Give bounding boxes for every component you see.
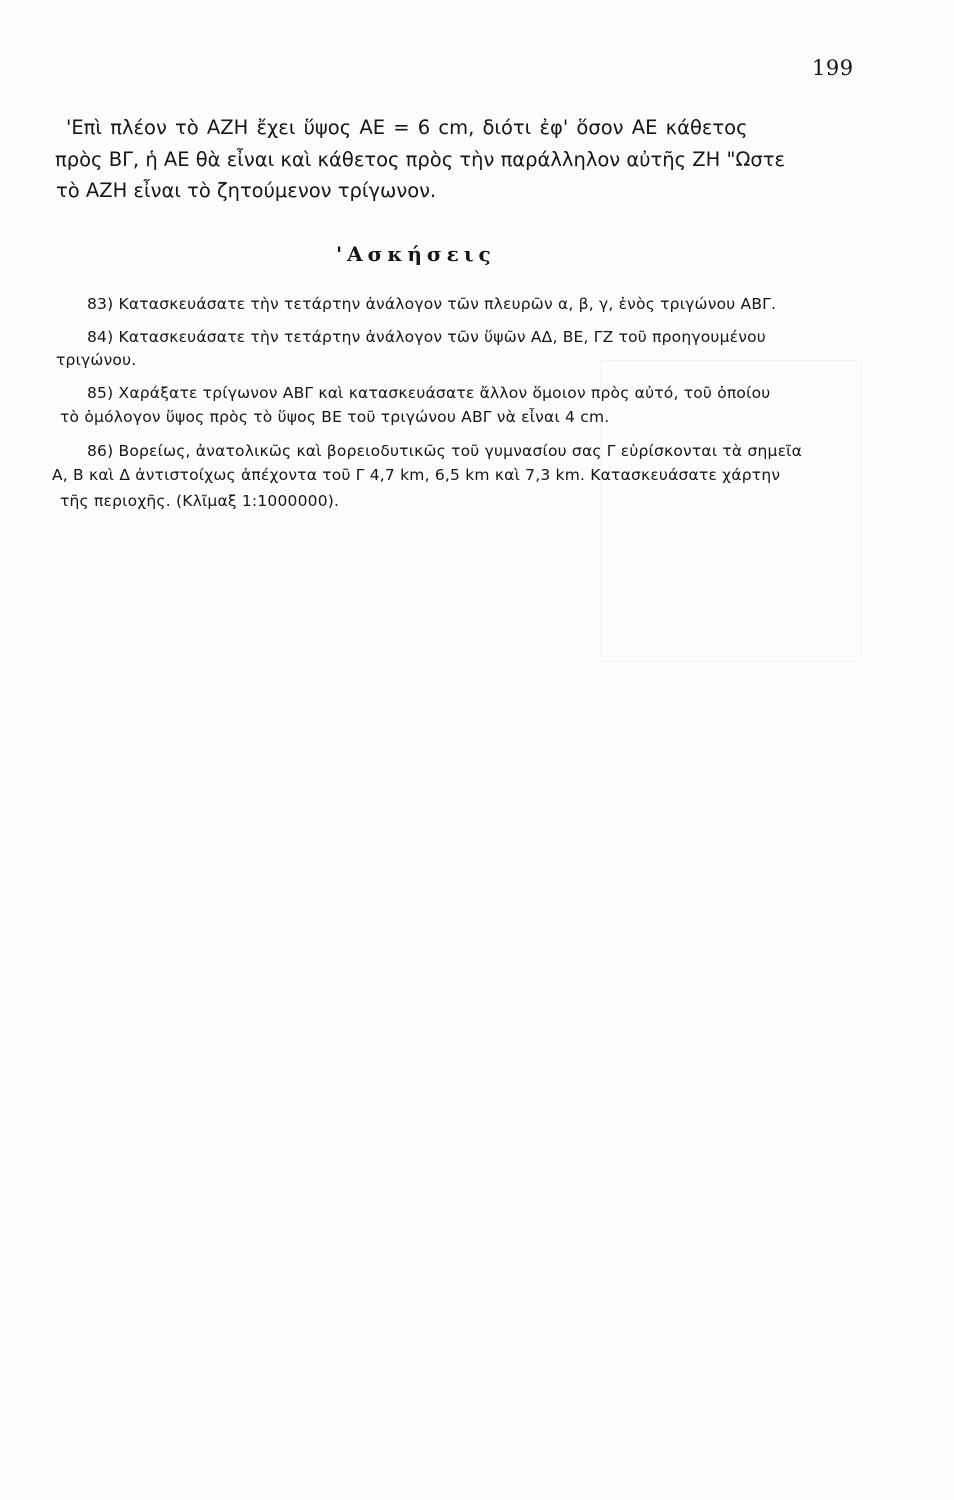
exercise-86: 86) Βορείως, ἀνατολικῶς καὶ βορειοδυτικῶς τοῦ γυμνασίου σας Γ εὑρίσκονται τὰ σημεῖα xyxy=(87,442,803,460)
exercise-84: 84) Κατασκευάσατε τὴν τετάρτην ἀνάλογον τῶν ὕψῶν ΑΔ, ΒΕ, ΓΖ τοῦ προηγουμένου xyxy=(87,328,766,346)
bleed-through-texture xyxy=(90,700,850,702)
exercise-83: 83) Κατασκευάσατε τὴν τετάρτην ἀνάλογον τῶν πλευρῶν α, β, γ, ἑνὸς τριγώνου ΑΒΓ. xyxy=(87,295,777,313)
exercise-86-continuation: τῆς περιοχῆς. (Κλῖμαξ 1:1000000). xyxy=(60,492,340,510)
page-number: 199 xyxy=(812,56,854,80)
paragraph-line: τὸ ΑΖΗ εἶναι τὸ ζητούμενον τρίγωνον. xyxy=(56,179,437,202)
exercise-85-continuation: τὸ ὁμόλογον ὕψος πρὸς τὸ ὕψος ΒΕ τοῦ τριγώνου ΑΒΓ νὰ εἶναι 4 cm. xyxy=(60,408,610,426)
exercise-84-continuation: τριγώνου. xyxy=(56,351,137,369)
bleed-through-texture xyxy=(120,1000,820,1002)
exercise-86-continuation: Α, Β καὶ Δ ἀντιστοίχως ἀπέχοντα τοῦ Γ 4,7 km, 6,5 km καὶ 7,3 km. Κατασκευάσατε χάρτην xyxy=(52,466,781,484)
section-heading: 'Ασκήσεις xyxy=(336,242,496,266)
paragraph-line: 'Επὶ πλέον τὸ ΑΖΗ ἔχει ὕψος ΑΕ = 6 cm, διότι ἐφ' ὅσον ΑΕ κάθετος xyxy=(66,116,748,139)
bleed-through-texture xyxy=(600,360,862,662)
exercise-85: 85) Χαράξατε τρίγωνον ΑΒΓ καὶ κατασκευάσατε ἄλλον ὅμοιον πρὸς αὐτό, τοῦ ὁποίου xyxy=(87,384,771,402)
paragraph-line: πρὸς ΒΓ, ἡ ΑΕ θὰ εἶναι καὶ κάθετος πρὸς τὴν παράλληλον αὐτῆς ΖΗ "Ωστε xyxy=(55,148,786,171)
